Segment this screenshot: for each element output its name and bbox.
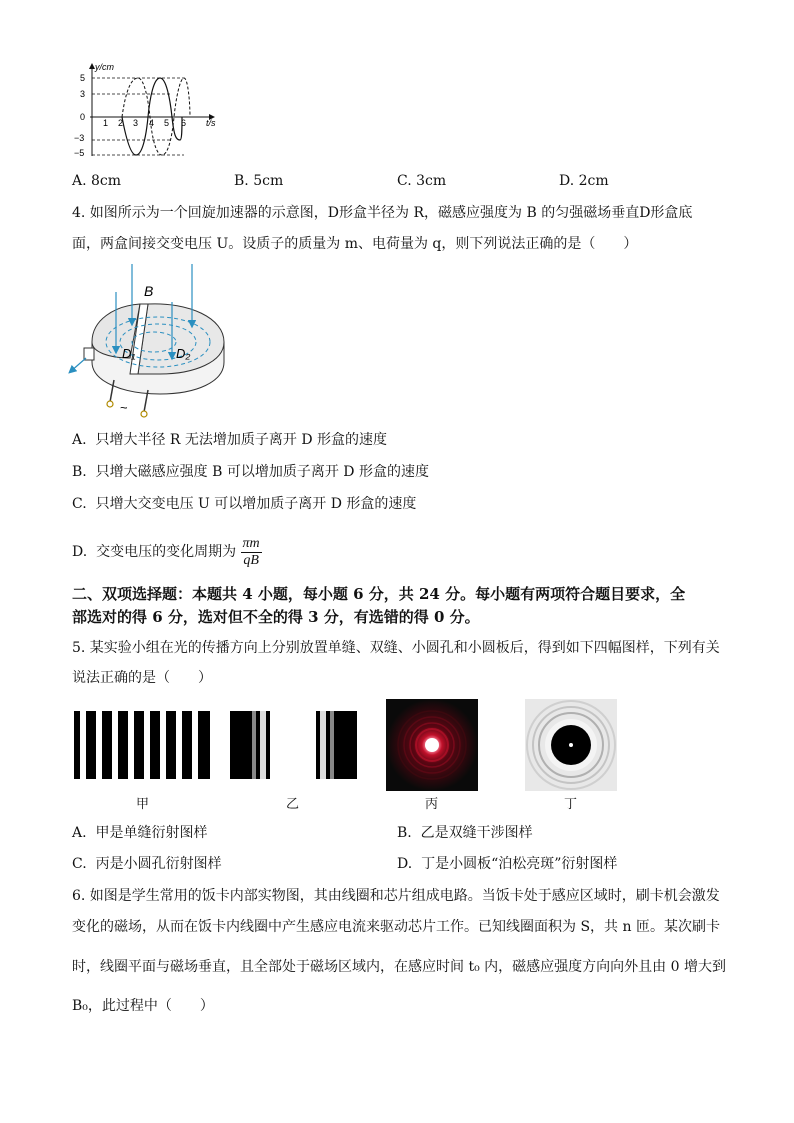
q5-option-c: C. 丙是小圆孔衍射图样 [72,856,222,872]
pattern-jia [74,711,210,779]
caption-yi: 乙 [286,797,300,812]
x-tick-4: 4 [149,118,155,128]
q5-stem-line1: 5. 某实验小组在光的传播方向上分别放置单缝、双缝、小圆孔和小圆板后，得到如下四幅图样，下列有关 [72,640,720,656]
q6-line2: 变化的磁场，从而在饭卡内线圈中产生感应电流来驱动芯片工作。已知线圈面积为 S，共 n 匝。某次刷卡 [72,919,720,935]
x-tick-6: 6 [181,118,187,128]
q5-stem-line2: 说法正确的是（ ） [72,670,212,686]
y-tick-neg3: −3 [74,133,85,143]
pattern-yi [230,711,357,779]
x-tick-5: 5 [164,118,170,128]
q4-option-d: D. 交变电压的变化周期为 $\frac{\pi m}{qB}$ [72,535,260,568]
y-axis-label: y/cm [95,62,114,72]
y-tick-0: 0 [80,112,86,122]
label-b: B [144,283,154,299]
section2-line1: 二、双项选择题：本题共 4 小题，每小题 6 分，共 24 分。每小题有两项符合题目要求，全 [72,585,686,603]
caption-jia: 甲 [136,797,150,812]
period-fraction: $\frac{\pi m}{qB}$ [242,535,260,568]
label-d1: D₁ [122,346,136,361]
vibration-graph [72,58,232,163]
y-tick-3: 3 [80,89,86,99]
q5-option-b: B. 乙是双缝干涉图样 [397,825,533,841]
q3-option-c: C. 3cm [397,173,447,189]
x-axis-label: t/s [206,118,216,128]
q4-option-c: C. 只增大交变电压 U 可以增加质子离开 D 形盒的速度 [72,496,417,512]
y-tick-neg5: −5 [74,148,85,158]
cyclotron-figure [64,262,234,422]
section2-line2: 部选对的得 6 分，选对但不全的得 3 分，有选错的得 0 分。 [72,608,480,626]
q4-option-b: B. 只增大磁感应强度 B 可以增加质子离开 D 形盒的速度 [72,464,429,480]
ac-symbol: ~ [120,400,128,415]
label-d2: D₂ [176,346,191,361]
x-tick-1: 1 [103,118,109,128]
y-tick-5: 5 [80,73,86,83]
q5-option-a: A. 甲是单缝衍射图样 [72,825,208,841]
q4-stem-line2: 面，两盒间接交变电压 U。设质子的质量为 m、电荷量为 q，则下列说法正确的是（ ） [72,236,638,252]
q6-line4: B₀，此过程中（ ） [72,998,214,1014]
q6-line1: 6. 如图是学生常用的饭卡内部实物图，其由线圈和芯片组成电路。当饭卡处于感应区域时，刷卡机会激发 [72,888,720,904]
pattern-ding [525,699,617,791]
q4-option-a: A. 只增大半径 R 无法增加质子离开 D 形盒的速度 [72,432,388,448]
q3-option-d: D. 2cm [559,173,609,189]
pattern-bing [386,699,478,791]
caption-bing: 丙 [425,797,439,812]
x-tick-3: 3 [133,118,139,128]
q3-option-b: B. 5cm [234,173,284,189]
caption-ding: 丁 [564,797,578,812]
x-tick-2: 2 [118,118,124,128]
q6-line3: 时，线圈平面与磁场垂直，且全部处于磁场区域内，在感应时间 t₀ 内，磁感应强度方向向外且由 0 增大到 [72,959,726,975]
q4-stem-line1: 4. 如图所示为一个回旋加速器的示意图，D形盒半径为 R，磁感应强度为 B 的匀强磁场垂直D形盒底 [72,205,693,221]
q3-option-a: A. 8cm [72,173,122,189]
q5-option-d: D. 丁是小圆板“泊松亮斑”衍射图样 [397,856,618,872]
